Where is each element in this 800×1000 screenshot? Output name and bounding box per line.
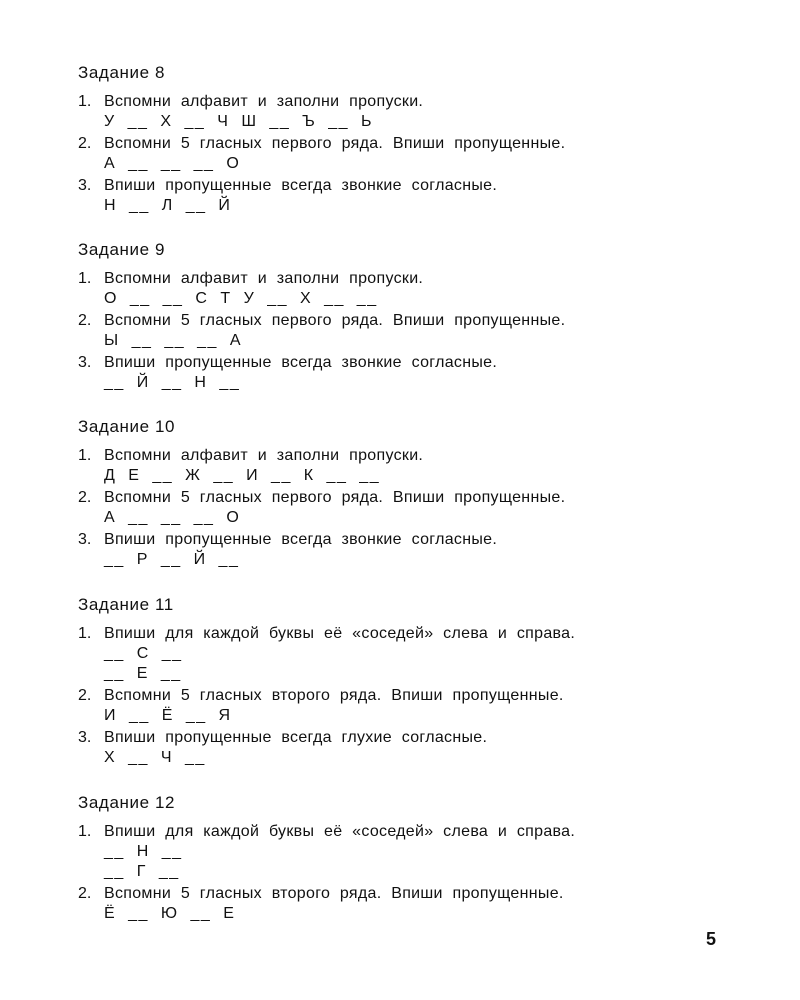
task-text: Впиши пропущенные всегда звонкие согласные. bbox=[104, 354, 498, 371]
answer-line: А __ __ __ О bbox=[104, 155, 241, 172]
task-text: Вспомни алфавит и заполни пропуски. bbox=[104, 447, 424, 464]
task-text: Вспомни алфавит и заполни пропуски. bbox=[104, 270, 424, 287]
answer-line: Х __ Ч __ bbox=[104, 749, 206, 766]
answer-line: Ы __ __ __ А bbox=[104, 332, 243, 349]
task-text: Вспомни 5 гласных второго ряда. Впиши пропущенные. bbox=[104, 687, 564, 704]
task-number: 3. bbox=[78, 354, 92, 371]
section-title: Задание 8 bbox=[78, 63, 166, 82]
task-number: 2. bbox=[78, 489, 92, 506]
task-text: Впиши пропущенные всегда глухие согласные. bbox=[104, 729, 488, 746]
section-title: Задание 12 bbox=[78, 793, 176, 812]
task-text: Вспомни 5 гласных первого ряда. Впиши пропущенные. bbox=[104, 489, 566, 506]
task-text: Впиши пропущенные всегда звонкие согласные. bbox=[104, 177, 498, 194]
answer-line: У __ Х __ Ч Ш __ Ъ __ Ь bbox=[104, 113, 374, 130]
answer-line: Д Е __ Ж __ И __ К __ __ bbox=[104, 467, 381, 484]
answer-line: Ё __ Ю __ Е bbox=[104, 905, 236, 922]
section-title: Задание 9 bbox=[78, 240, 166, 259]
task-number: 1. bbox=[78, 93, 92, 110]
task-text: Вспомни 5 гласных первого ряда. Впиши пропущенные. bbox=[104, 135, 566, 152]
answer-line: __ Н __ bbox=[104, 843, 183, 860]
task-number: 2. bbox=[78, 885, 92, 902]
task-number: 1. bbox=[78, 447, 92, 464]
answer-line: __ Й __ Н __ bbox=[104, 374, 241, 391]
task-number: 2. bbox=[78, 687, 92, 704]
task-number: 1. bbox=[78, 823, 92, 840]
answer-line: А __ __ __ О bbox=[104, 509, 241, 526]
task-text: Впиши для каждой буквы её «соседей» слева и справа. bbox=[104, 625, 576, 642]
answer-line: __ Р __ Й __ bbox=[104, 551, 240, 568]
answer-line: О __ __ С Т У __ Х __ __ bbox=[104, 290, 378, 307]
task-number: 3. bbox=[78, 177, 92, 194]
task-text: Вспомни 5 гласных первого ряда. Впиши пропущенные. bbox=[104, 312, 566, 329]
answer-line: Н __ Л __ Й bbox=[104, 197, 232, 214]
section-title: Задание 11 bbox=[78, 595, 174, 614]
answer-line: __ С __ bbox=[104, 645, 183, 662]
section-title: Задание 10 bbox=[78, 417, 176, 436]
task-number: 3. bbox=[78, 729, 92, 746]
task-text: Впиши для каждой буквы её «соседей» слева и справа. bbox=[104, 823, 576, 840]
task-number: 1. bbox=[78, 625, 92, 642]
task-number: 3. bbox=[78, 531, 92, 548]
answer-line: И __ Ё __ Я bbox=[104, 707, 232, 724]
task-number: 2. bbox=[78, 312, 92, 329]
task-number: 2. bbox=[78, 135, 92, 152]
answer-line: __ Е __ bbox=[104, 665, 182, 682]
task-number: 1. bbox=[78, 270, 92, 287]
task-text: Впиши пропущенные всегда звонкие согласные. bbox=[104, 531, 498, 548]
page-number: 5 bbox=[706, 929, 717, 949]
task-text: Вспомни 5 гласных второго ряда. Впиши пропущенные. bbox=[104, 885, 564, 902]
task-text: Вспомни алфавит и заполни пропуски. bbox=[104, 93, 424, 110]
answer-line: __ Г __ bbox=[104, 863, 180, 880]
